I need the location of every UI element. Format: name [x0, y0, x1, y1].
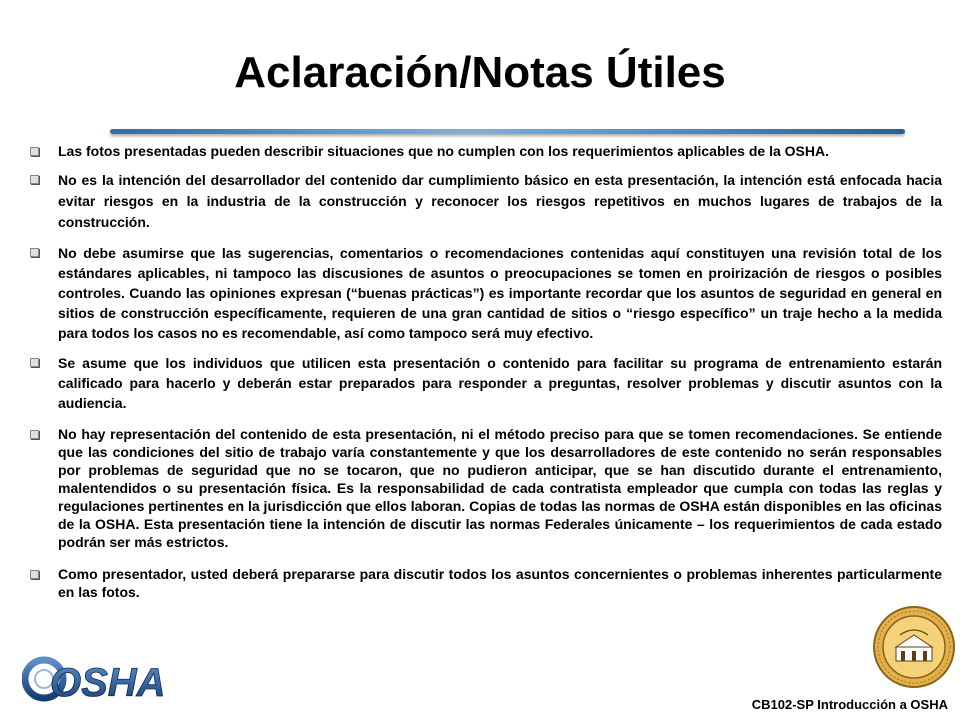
square-bullet-icon — [30, 147, 39, 156]
title-divider — [110, 129, 905, 134]
square-bullet-icon — [30, 175, 39, 184]
square-bullet-icon — [30, 570, 39, 579]
bullet-item — [30, 425, 942, 551]
bullet-text: No debe asumirse que las sugerencias, comentarios o recomendaciones contenidas aquí constituyen una revisión total de los estándares aplicables, ni tampoco las discusiones de asuntos o preocupaciones se tomen en proirización de riesgos o posibles controles. Cuando las opiniones expresan (“buenas prácticas”) es importante recordar que los asuntos de seguridad en general en sitios de construcción específicamente, requieren de una gran cantidad de sitios o “riesgo específico” un traje hecho a la medida para todos los casos no es recomendable, así como tampoco será muy efectivo. — [58, 245, 942, 341]
bullet-item — [30, 142, 942, 160]
bullet-item — [30, 243, 942, 343]
bullet-item — [30, 353, 942, 413]
bullet-text: Como presentador, usted deberá prepararse para discutir todos los asuntos concernientes o problemas inherentes particularmente en las fotos. — [58, 566, 942, 600]
square-bullet-icon — [30, 248, 39, 257]
bullet-text: Se asume que los individuos que utilicen esta presentación o contenido para facilitar su programa de entrenamiento estarán calificado para hacerlo y deberán estar preparados para responder a preguntas, resolver problemas y discutir asuntos con la audiencia. — [58, 355, 942, 411]
square-bullet-icon — [30, 430, 39, 439]
osha-logo — [22, 652, 172, 704]
bullet-text: No hay representación del contenido de esta presentación, ni el método preciso para que se tomen recomendaciones. Se entiende que las condiciones del sitio de trabajo varía constantemente y que los desarrolladores de este contenido no serán responsables por problemas de seguridad que no se tocaron, que no pudieron anticipar, que se han discutido durante el entrenamiento, malentendidos o su presentación física. Es la responsabilidad de cada contratista empleador que cumpla con todas las reglas y regulaciones pertinentes en la jurisdicción que ellos laboran. Copias de todas las normas de OSHA están disponibles en las oficinas de la OSHA. Esta presentación tiene la intención de discutir las normas Federales únicamente – los requerimientos de cada estado podrán ser más estrictos. — [58, 426, 942, 550]
bullet-text: No es la intención del desarrollador del contenido dar cumplimiento básico en esta presentación, la intención está enfocada hacia evitar riesgos en la industria de la construcción y reconocer los riesgos repetitivos en muchos lugares de trabajos de la construcción. — [58, 172, 942, 230]
bullet-list — [30, 142, 942, 601]
bullet-item — [30, 170, 942, 233]
bullet-text: Las fotos presentadas pueden describir situaciones que no cumplen con los requerimientos aplicables de la OSHA. — [58, 143, 829, 159]
footer-course-label: CB102-SP Introducción a OSHA — [751, 697, 948, 712]
osha-logo-text: OSHA — [50, 661, 166, 704]
training-institute-seal — [872, 605, 956, 689]
slide-title: Aclaración/Notas Útiles — [234, 48, 726, 97]
bullet-item — [30, 565, 942, 601]
square-bullet-icon — [30, 358, 39, 367]
